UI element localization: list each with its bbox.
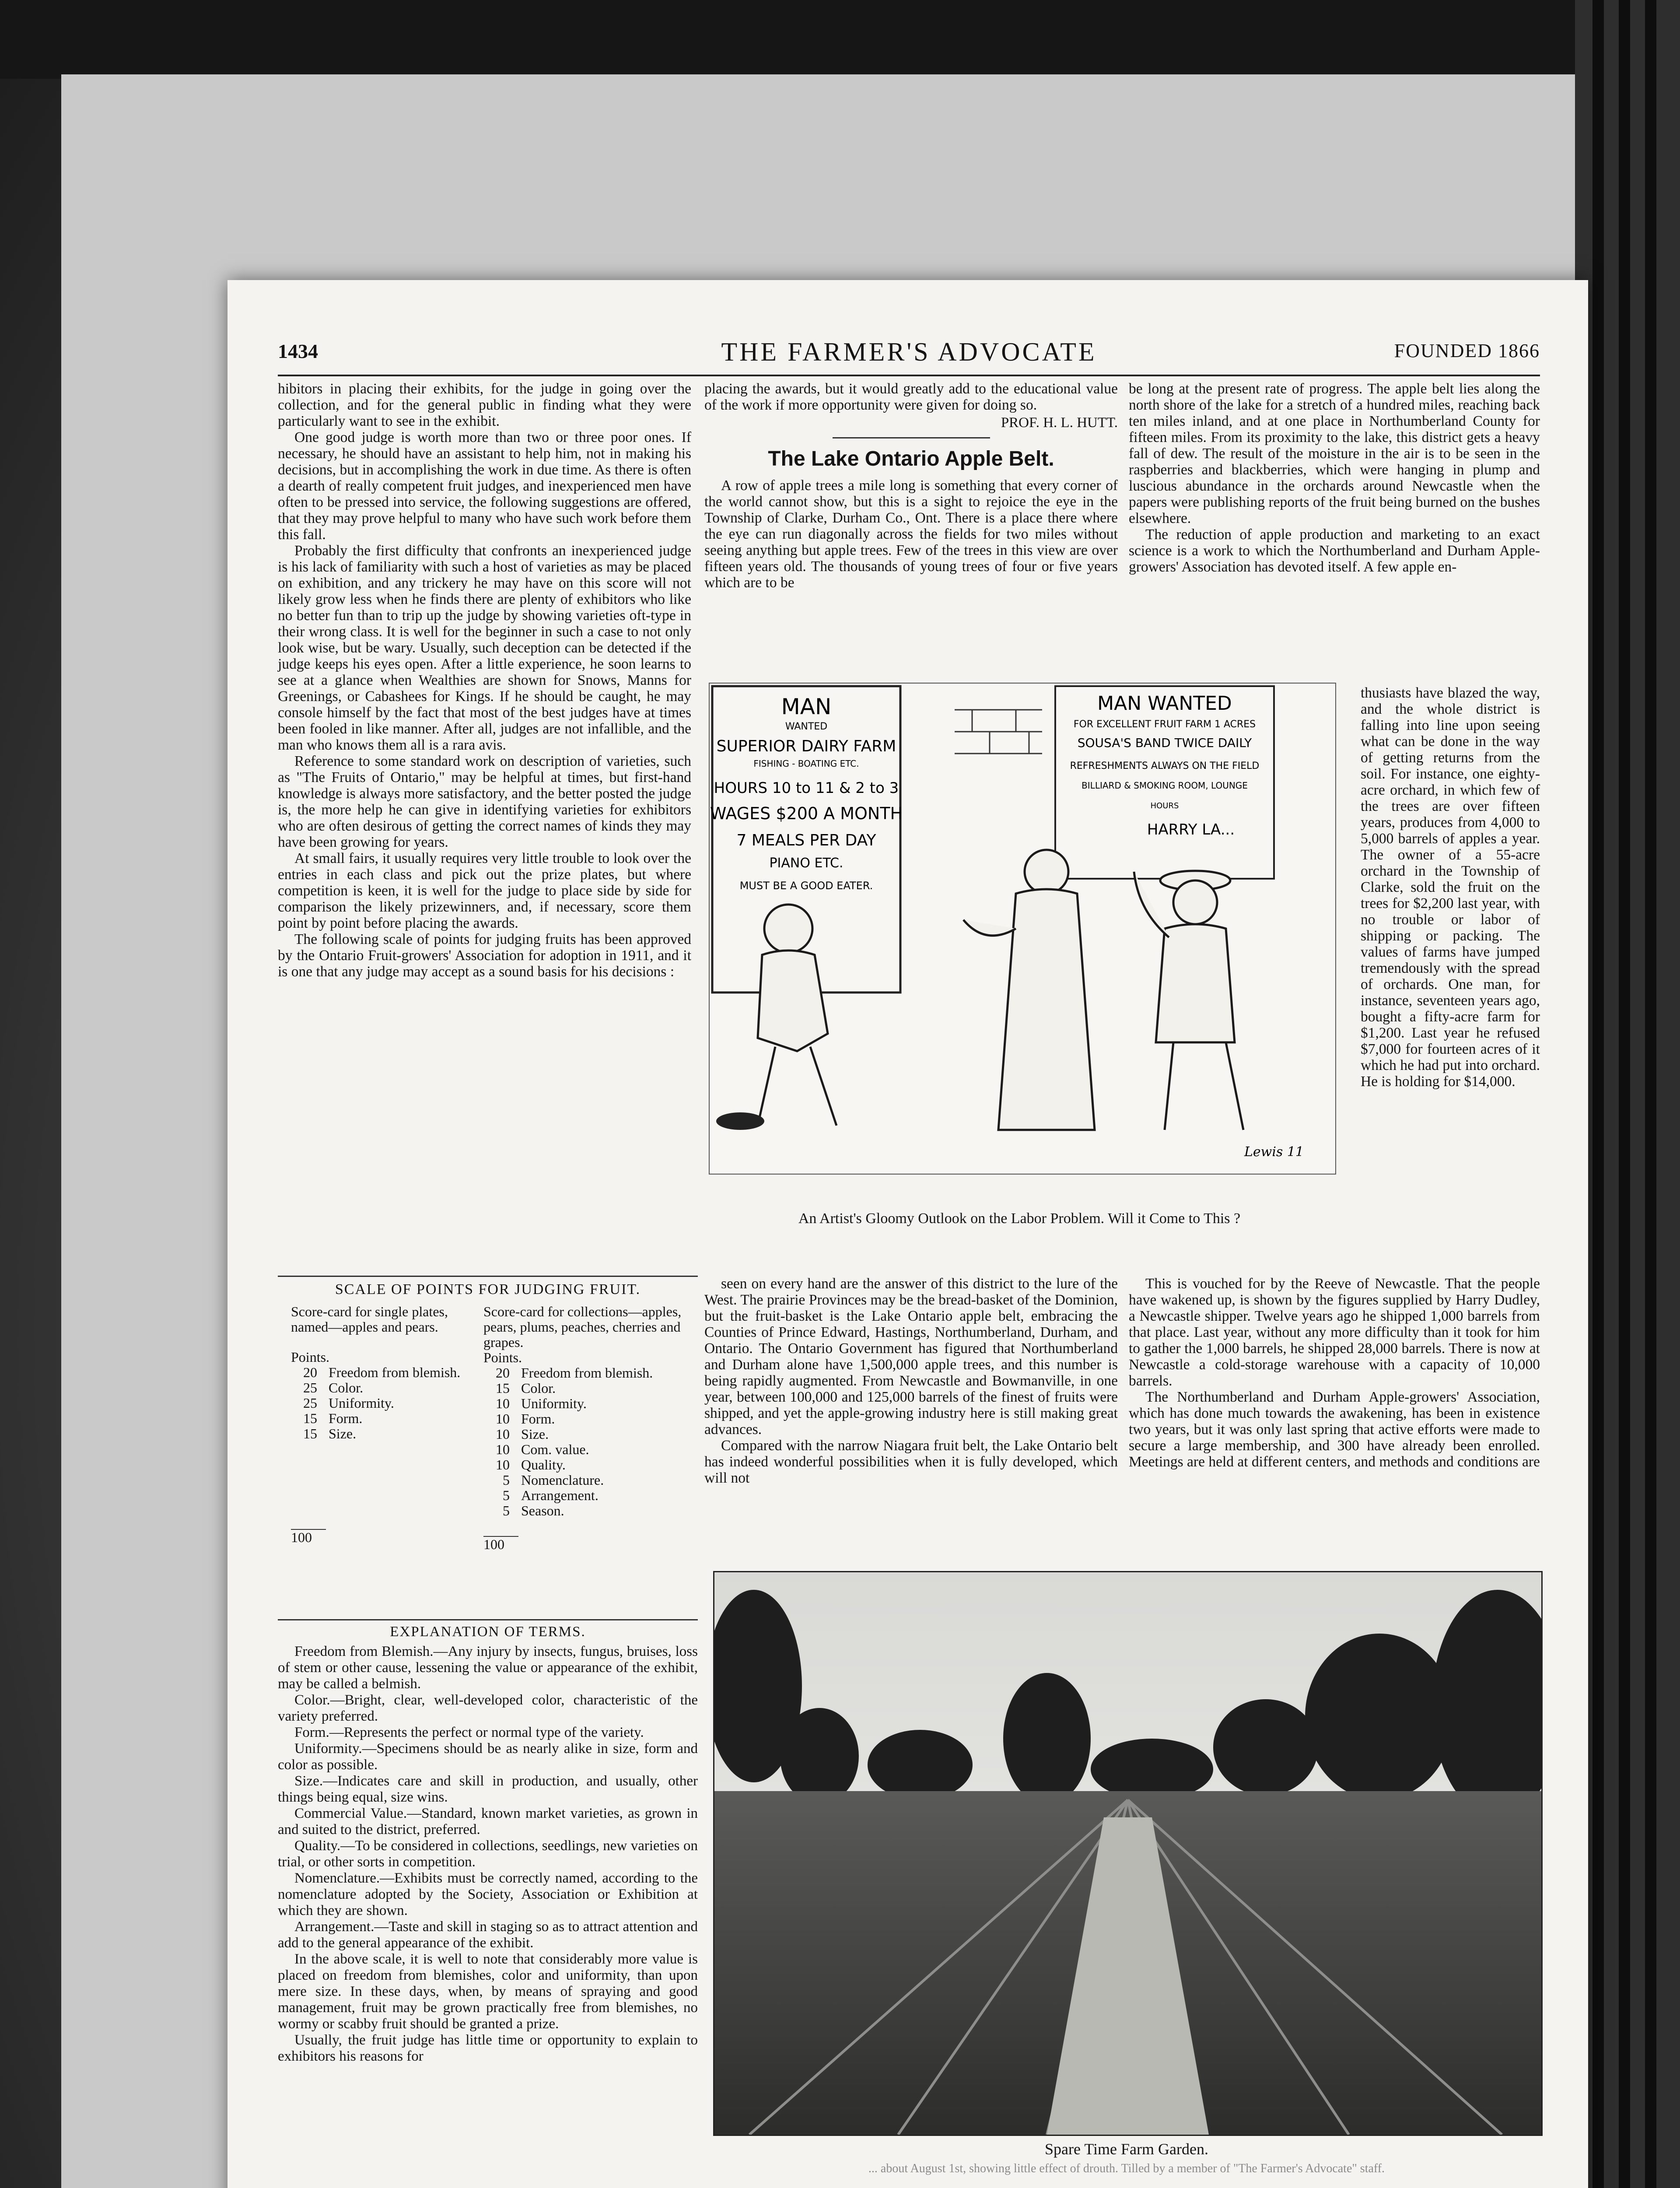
paragraph: At small fairs, it usually requires very little trouble to look over the entries in each class and pick out the prize plates, but where competition is keen, it is well for the judge to place side by side for comparison the likely prizewinners, and, if necessary, score them point by point before placing the awards. (278, 850, 691, 931)
film-bar (1592, 0, 1604, 2188)
table-row (483, 1457, 685, 1473)
table-row (483, 1473, 685, 1488)
paragraph: Commercial Value.—Standard, known market varieties, as grown in and suited to the district, preferred. (278, 1806, 698, 1837)
cartoon-drawing (710, 684, 1335, 1174)
sign-left-line: WANTED (785, 721, 828, 732)
score-card-heading: Score-card for collections—apples, pears, plums, peaches, cherries and grapes. (483, 1304, 682, 1350)
table-row (483, 1411, 685, 1427)
film-strip-right (1575, 0, 1680, 2188)
sign-left-line: SUPERIOR DAIRY FARM (716, 737, 896, 755)
column-2 (704, 381, 1118, 591)
author-signoff: PROF. H. L. HUTT. (1001, 415, 1118, 431)
paragraph: Arrangement.—Taste and skill in staging so as to attract attention and add to the general appearance of the exhibit. (278, 1919, 698, 1951)
criterion: Color. (521, 1380, 556, 1396)
score-card-heading: Score-card for single plates, named—apples and pears. (291, 1304, 448, 1335)
column-3-lower (1129, 1276, 1540, 1470)
criterion: Freedom from blemish. (329, 1364, 461, 1380)
sign-right-line: HARRY LA... (1147, 821, 1235, 838)
points-value: 10 (496, 1457, 510, 1473)
criterion: Freedom from blemish. (521, 1365, 653, 1381)
criterion: Quality. (521, 1457, 566, 1473)
film-bar (1645, 0, 1656, 2188)
table-row (483, 1381, 685, 1396)
paragraph: Quality.—To be considered in collections, seedlings, new varieties on trial, or other sorts in competition. (278, 1838, 698, 1870)
paragraph: Probably the first difficulty that confronts an inexperienced judge is his lack of familiarity with such a host of varieties as may be placed on exhibition, and any trickery he may have on this score will not likely grow less when he finds there are plenty of exhibitors who like no better fun than to trip up the judge by showing varieties oft-type in their wrong class. It is well for the beginner in such a case to not only look wise, but be wary. Usually, such deception can be detected if the judge keeps his eyes open. After a little experience, he soon learns to see at a glance when Wealthies are shown for Snows, Manns for Greenings, or Cabashees for Kings. If he should be caught, he may console himself by the fact that most of the best judges have at times been fooled in like manner. After all, judges are not infallible, and the man who knows them all is a rara avis. (278, 543, 691, 753)
criterion: Form. (329, 1410, 363, 1426)
column-1 (278, 381, 691, 980)
points-value: 5 (503, 1487, 510, 1503)
masthead (278, 337, 1540, 368)
paragraph: In the above scale, it is well to note that considerably more value is placed on freedom from blemishes, color and uniformity, than upon mere size. In these days, when, by means of spraying and good management, fruit may be grown practically free from blemishes, no wormy or scabby fruit should be granted a prize. (278, 1951, 698, 2032)
paragraph: placing the awards, but it would greatly add to the educational value of the work if more opportunity were given for doing so. (704, 381, 1118, 413)
photo-caption: Spare Time Farm Garden. (1045, 2140, 1208, 2158)
criterion: Arrangement. (521, 1487, 598, 1503)
paragraph: This is vouched for by the Reeve of Newcastle. That the people have wakened up, is shown by the figures supplied by Harry Dudley, a Newcastle shipper. Twelve years ago he shipped 1,000 barrels from that place. Last year, without any more difficulty than it took for him to gather the 1,000 barrels, he shipped 28,000 barrels. There is now at Newcastle a cold-storage warehouse with a capacity of 10,000 barrels. (1129, 1276, 1540, 1389)
scale-columns (278, 1298, 698, 1604)
paragraph: Color.—Bright, clear, well-developed color, characteristic of the variety preferred. (278, 1692, 698, 1724)
total-points: 100 (483, 1536, 504, 1552)
paragraph: Compared with the narrow Niagara fruit belt, the Lake Ontario belt has indeed wonderful possibilities when it is fully developed, which will not (704, 1438, 1118, 1486)
criterion: Season. (521, 1503, 564, 1518)
table-row (291, 1365, 475, 1380)
sign-left-line: 7 MEALS PER DAY (736, 831, 876, 849)
founded-line: FOUNDED 1866 (1394, 340, 1540, 361)
points-value: 5 (503, 1503, 510, 1518)
cartoon-illustration (709, 683, 1336, 1175)
column-3 (1129, 381, 1540, 575)
sign-right-line: MAN WANTED (1097, 692, 1232, 715)
sign-left-line: HOURS 10 to 11 & 2 to 3 (714, 779, 899, 797)
sign-left-line: WAGES $200 A MONTH (710, 804, 903, 823)
publication-title: THE FARMER'S ADVOCATE (721, 337, 1097, 366)
paragraph: hibitors in placing their exhibits, for the judge in going over the collection, and for the general public in finding what they were particularly want to see in the exhibit. (278, 381, 691, 429)
sign-right-line: SOUSA'S BAND TWICE DAILY (1077, 736, 1252, 750)
points-value: 15 (496, 1380, 510, 1396)
column-2-lower (704, 1276, 1118, 1486)
total-points: 100 (291, 1529, 312, 1545)
points-value: 20 (303, 1364, 317, 1380)
explanation-of-terms (278, 1619, 698, 2065)
paragraph: seen on every hand are the answer of this district to the lure of the West. The prairie Provinces may be the bread-basket of the Dominion, but the fruit-basket is the Lake Ontario apple belt, embracing the Counties of Prince Edward, Hastings, Northumberland, Durham, and Ontario. The Ontario Government has figured that Northumberland and Durham alone have 1,500,000 apple trees, and this number is being rapidly augmented. From Newcastle and Bowmanville, in one year, between 100,000 and 125,000 barrels of the finest of fruits were shipped, and yet the apple-growing industry here is still making great advances. (704, 1276, 1118, 1438)
newspaper-page (228, 280, 1588, 2188)
points-value: 25 (303, 1380, 317, 1396)
paragraph: The following scale of points for judging fruits has been approved by the Ontario Fruit-growers' Association for adoption in 1911, and it is one that any judge may accept as a sound basis for his decisions : (278, 931, 691, 980)
paragraph: Usually, the fruit judge has little time or opportunity to explain to exhibitors his reasons for (278, 2032, 698, 2064)
table-row (483, 1396, 685, 1411)
criterion: Com. value. (521, 1441, 589, 1457)
points-value: 15 (303, 1426, 317, 1441)
garden-photograph (713, 1571, 1543, 2136)
scale-of-points-table (278, 1276, 698, 1617)
points-label: Points. (483, 1350, 522, 1365)
table-row (291, 1380, 475, 1396)
article-headline: The Lake Ontario Apple Belt. (768, 447, 1054, 470)
points-value: 10 (496, 1411, 510, 1427)
sign-right-line: HOURS (1150, 801, 1179, 810)
sign-right-line: BILLIARD & SMOKING ROOM, LOUNGE (1082, 780, 1248, 791)
artist-signature: Lewis 11 (1244, 1144, 1304, 1160)
criterion: Size. (329, 1426, 357, 1441)
brick-wall (955, 710, 1042, 754)
paragraph: The Northumberland and Durham Apple-growers' Association, which has done much towards the awakening, has been in existence two years, but it was only last spring that active efforts were made to secure a large membership, and 300 have already been enrolled. Meetings are held at different centers, and methods and conditions are (1129, 1389, 1540, 1470)
criterion: Uniformity. (329, 1395, 394, 1411)
criterion: Size. (521, 1426, 549, 1442)
sign-left-line: MUST BE A GOOD EATER. (739, 880, 873, 892)
score-card-collections (483, 1304, 685, 1552)
farmer-figure (1134, 871, 1243, 1130)
paragraph: Size.—Indicates care and skill in production, and usually, other things being equal, size wins. (278, 1773, 698, 1805)
paragraph: One good judge is worth more than two or three poor ones. If necessary, he should have an assistant to help him, not in making his decisions, but in accomplishing the work in due time. As there is often a dearth of really competent fruit judges, and inexperienced men have often to be pressed into service, the following suggestions are offered, that they may prove helpful to many who have such work before them this fall. (278, 429, 691, 543)
film-edge-top (0, 0, 1680, 79)
sign-left-line: FISHING - BOATING ETC. (753, 758, 859, 769)
side-column: thusiasts have blazed the way, and the whole district is falling into line upon seeing what can be done in the way of getting returns from the soil. For instance, one eighty-acre orchard, in which few of the trees are over fifteen years, produces from 4,000 to 5,000 barrels of apples a year. The owner of a 55-acre orchard in the Township of Clarke, sold the fruit on the trees for $2,200 last year, with no trouble or labor of shipping or packing. The values of farms have jumped tremendously with the spread of orchards. One man, for instance, seventeen years ago, bought a fifty-acre farm for $1,200. Last year he refused $7,000 for fourteen acres of it which he had put into orchard. He is holding for $14,000. (1361, 685, 1540, 1090)
criterion: Uniformity. (521, 1396, 587, 1411)
sign-left-line: PIANO ETC. (769, 856, 844, 871)
table-row (291, 1411, 475, 1426)
points-value: 10 (496, 1396, 510, 1411)
table-row (483, 1365, 685, 1381)
section-rule (833, 437, 990, 438)
page-number: 1434 (278, 340, 318, 362)
criterion: Color. (329, 1380, 364, 1396)
section-heading: EXPLANATION OF TERMS. (278, 1619, 698, 1640)
hat-on-ground (716, 1112, 764, 1130)
sign-right-line: REFRESHMENTS ALWAYS ON THE FIELD (1070, 761, 1260, 771)
table-row (483, 1503, 685, 1518)
sign-left-line: MAN (781, 694, 832, 719)
paragraph: Form.—Represents the perfect or normal type of the variety. (294, 1725, 644, 1740)
paragraph: A row of apple trees a mile long is something that every corner of the world cannot show, but this is a sight to rejoice the eye in the Township of Clarke, Durham Co., Ont. There is a place there where the eye can run diagonally across the fields for two miles without seeing anything but apple trees. Few of the trees in this view are over fifteen years old. The thousands of young trees of four or five years which are to be (704, 477, 1118, 591)
table-title: SCALE OF POINTS FOR JUDGING FRUIT. (278, 1276, 698, 1298)
cartoon-caption: An Artist's Gloomy Outlook on the Labor Problem. Will it Come to This ? (798, 1210, 1241, 1227)
points-value: 5 (503, 1472, 510, 1488)
criterion: Nomenclature. (521, 1472, 604, 1488)
points-value: 15 (303, 1410, 317, 1426)
photo-subcaption: ... about August 1st, showing little effect of drouth. Tilled by a member of "The Farmer's Advocate" staff. (868, 2162, 1385, 2175)
paragraph: be long at the present rate of progress. The apple belt lies along the north shore of the lake for a stretch of a hundred miles, reaching back ten miles inland, and at one place in Northumberland County for fifteen miles. From its proximity to the lake, this district gets a heavy fall of dew. The result of the moisture in the air is to be seen in the raspberries and blackberries, which were hanging in plump and luscious abundance in the orchards around Newcastle when the papers were publishing reports of the fruit being burned on the bushes elsewhere. (1129, 381, 1540, 526)
paragraph: Reference to some standard work on description of varieties, such as "The Fruits of Ontario," may be helpful at times, but first-hand knowledge is always more satisfactory, and the better posted the judge is, the more help he can give in identifying varieties for exhibitors who are often desirous of getting the correct names of kinds they may have been growing for years. (278, 753, 691, 850)
garden-photo-image (714, 1572, 1541, 2135)
table-row (291, 1426, 475, 1441)
paragraph: Uniformity.—Specimens should be as nearly alike in size, form and color as possible. (278, 1741, 698, 1773)
paragraph: The reduction of apple production and marketing to an exact science is a work to which the Northumberland and Durham Apple-growers' Association has devoted itself. A few apple en- (1129, 526, 1540, 575)
table-row (483, 1488, 685, 1503)
points-value: 10 (496, 1441, 510, 1457)
film-bar (1619, 0, 1630, 2188)
points-label: Points. (291, 1349, 330, 1365)
masthead-rule (278, 375, 1540, 376)
score-card-single (291, 1304, 475, 1545)
points-value: 25 (303, 1395, 317, 1411)
gentleman-figure (963, 850, 1095, 1130)
points-value: 20 (496, 1365, 510, 1381)
table-row (483, 1427, 685, 1442)
criterion: Form. (521, 1411, 555, 1427)
paragraph: Freedom from Blemish.—Any injury by insects, fungus, bruises, loss of stem or other cause, lessening the value or appearance of the exhibit, may be called a belmish. (278, 1644, 698, 1692)
table-row (291, 1396, 475, 1411)
table-row (483, 1442, 685, 1457)
paragraph: Nomenclature.—Exhibits must be correctly named, according to the nomenclature adopted by the Society, Association or Exhibition at which they are shown. (278, 1870, 698, 1918)
points-value: 10 (496, 1426, 510, 1442)
sign-right-line: FOR EXCELLENT FRUIT FARM 1 ACRES (1073, 719, 1256, 730)
